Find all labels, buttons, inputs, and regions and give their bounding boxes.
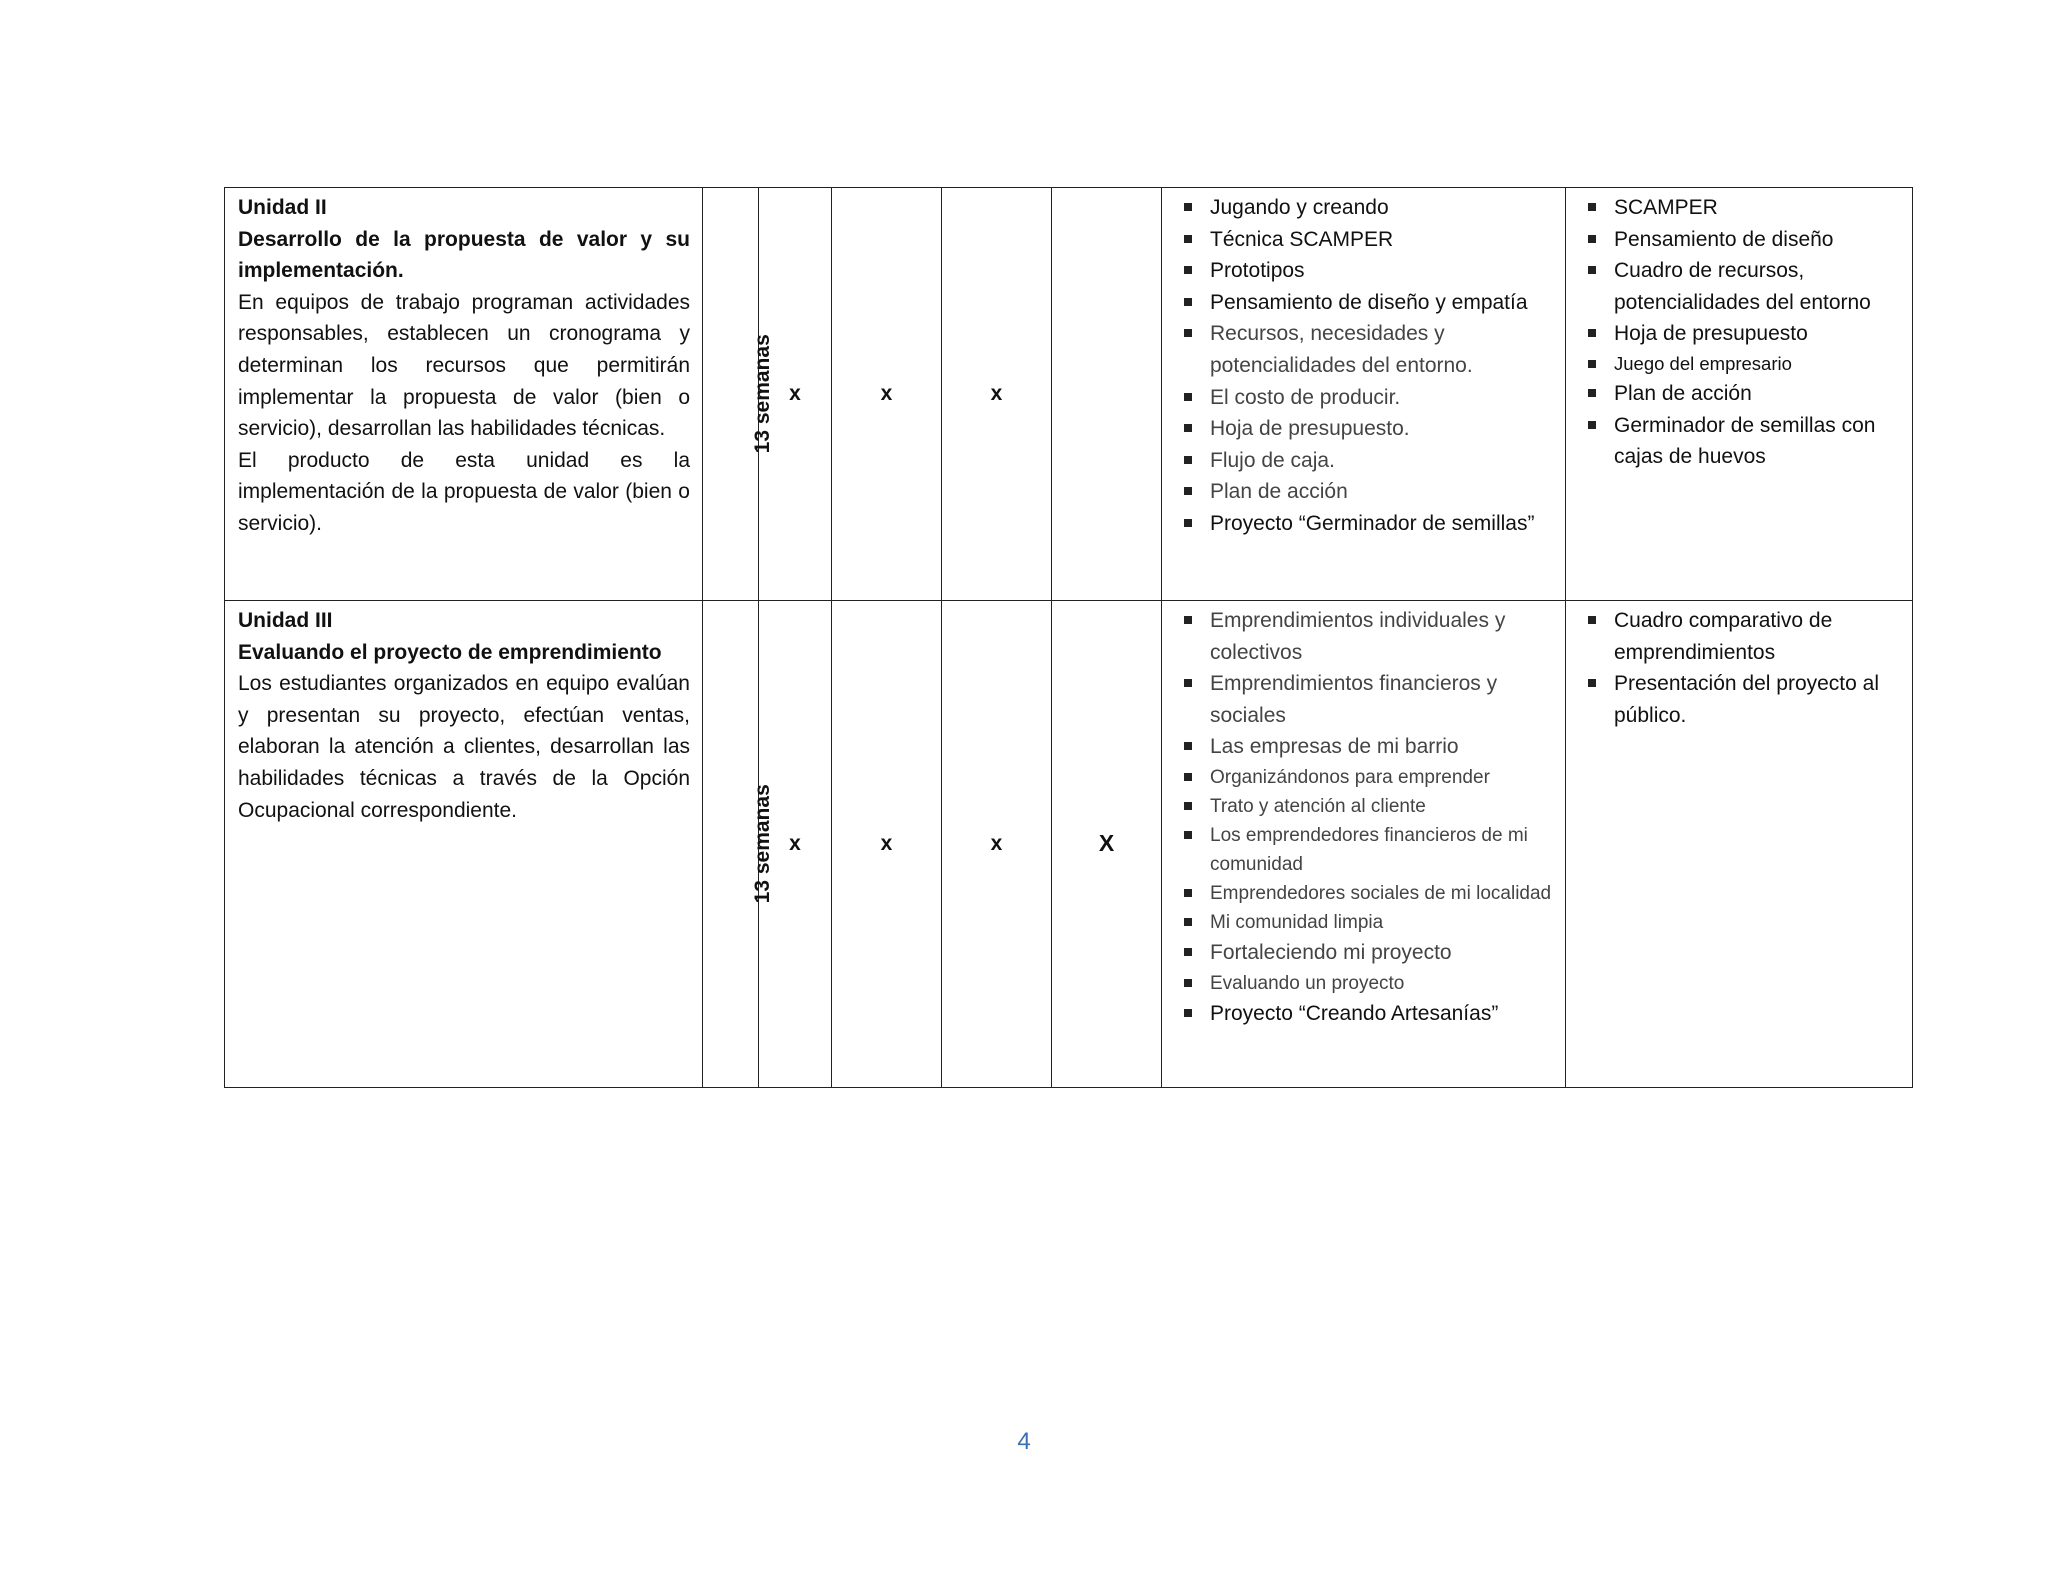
unit-description-cell [225,601,703,1088]
list-item: Técnica SCAMPER [1180,224,1557,256]
list-item: Flujo de caja. [1180,445,1557,477]
list-item: Plan de acción [1180,476,1557,508]
list-item: Cuadro de recursos, potencialidades del entorno [1584,255,1904,318]
list-item: Plan de acción [1584,378,1904,410]
unit-description-cell [225,188,703,601]
list-item: Organizándonos para emprender [1180,763,1557,792]
duration-cell [703,601,774,1088]
mark-cell: x [942,188,1052,601]
list-item: Los emprendedores financieros de mi comunidad [1180,821,1557,879]
unit-product: El producto de esta unidad es la implementación de la propuesta de valor (bien o servicio). [238,448,690,535]
list-item: Evaluando un proyecto [1180,969,1557,998]
list-item: Prototipos [1180,255,1557,287]
list-item: Cuadro comparativo de emprendimientos [1584,605,1904,668]
unit-description: En equipos de trabajo programan actividades responsables, establecen un cronograma y determinan los recursos que permitirán implementar la propuesta de valor (bien o servicio), desarrollan las habilidades técnicas. [238,290,690,441]
unit-description: Los estudiantes organizados en equipo evalúan y presentan su proyecto, efectúan ventas, elaboran la atención a clientes, desarrollan las habilidades técnicas a través de la Opción Ocupacional correspondiente. [238,672,690,822]
mark-cell: x [759,601,832,1088]
strategies-cell [1566,188,1913,601]
unit-title: Evaluando el proyecto de emprendimiento [238,640,662,664]
list-item: Emprendimientos financieros y sociales [1180,668,1557,731]
list-item: Recursos, necesidades y potencialidades del entorno. [1180,318,1557,381]
contents-cell [1162,601,1566,1088]
list-item: Presentación del proyecto al público. [1584,668,1904,731]
list-item: Pensamiento de diseño [1584,224,1904,256]
list-item: Hoja de presupuesto. [1180,413,1557,445]
mark-cell: X [1052,601,1162,1088]
list-item: El costo de producir. [1180,382,1557,414]
list-item: Emprendimientos individuales y colectivos [1180,605,1557,668]
list-item: Jugando y creando [1180,192,1557,224]
list-item: Emprendedores sociales de mi localidad [1180,879,1557,908]
table-row [225,601,1913,1088]
duration-label: 13 semanas [750,784,774,904]
duration-cell [703,188,774,601]
mark-cell: x [832,188,942,601]
planning-table [224,187,1913,1088]
list-item: Las empresas de mi barrio [1180,731,1557,763]
table-row [225,188,1913,601]
list-item: Proyecto “Germinador de semillas” [1180,508,1557,540]
mark-cell [1052,188,1162,601]
list-item: Proyecto “Creando Artesanías” [1180,998,1557,1030]
page-number: 4 [1017,1428,1031,1455]
unit-label: Unidad II [238,196,327,219]
strategies-cell [1566,601,1913,1088]
mark-cell: x [759,188,832,601]
contents-cell [1162,188,1566,601]
list-item: Trato y atención al cliente [1180,792,1557,821]
list-item: Juego del empresario [1584,350,1904,378]
unit-title: Desarrollo de la propuesta de valor y su implementación. [238,227,690,283]
duration-label: 13 semanas [750,334,774,454]
mark-cell: x [832,601,942,1088]
list-item: Mi comunidad limpia [1180,908,1557,937]
list-item: Pensamiento de diseño y empatía [1180,287,1557,319]
list-item: Hoja de presupuesto [1584,318,1904,350]
list-item: Germinador de semillas con cajas de huevos [1584,410,1904,473]
mark-cell: x [942,601,1052,1088]
list-item: Fortaleciendo mi proyecto [1180,937,1557,969]
unit-label: Unidad III [238,609,333,632]
list-item: SCAMPER [1584,192,1904,224]
